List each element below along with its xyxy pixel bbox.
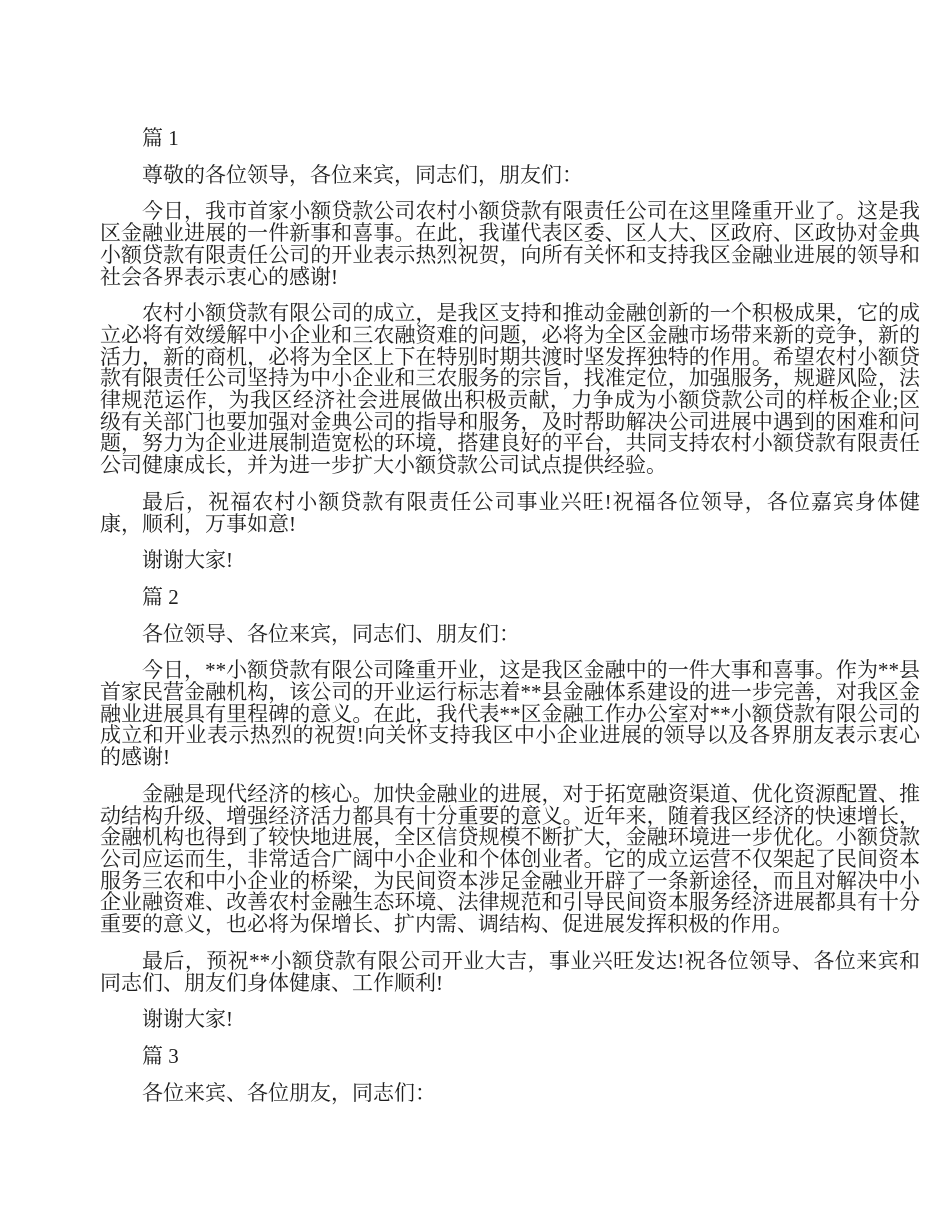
section-2-closing: 谢谢大家! [142,1007,233,1032]
section-2 [100,584,920,1032]
section-2-paragraph-wishes: 最后，预祝**小额贷款有限公司开业大吉，事业兴旺发达!祝各位领导、各位来宾和同志们、朋友们身体健康、工作顺利! [100,948,920,995]
section-1-paragraph-wishes: 最后，祝福农村小额贷款有限责任公司事业兴旺!祝福各位领导，各位嘉宾身体健康，顺利，万事如意! [100,489,920,536]
section-1-closing: 谢谢大家! [142,548,233,573]
section-2-paragraph-body: 金融是现代经济的核心。加快金融业的进展，对于拓宽融资渠道、优化资源配置、推动结构升级、增强经济活力都具有十分重要的意义。近年来，随着我区经济的快速增长，金融机构也得到了较快地进展，全区信贷规模不断扩大，金融环境进一步优化。小额贷款公司应运而生，非常适合广阔中小企业和个体创业者。它的成立运营不仅架起了民间资本服务三农和中小企业的桥梁，为民间资本涉足金融业开辟了一条新途径，而且对解决中小企业融资难、改善农村金融生态环境、法律规范和引导民间资本服务经济进展都具有十分重要的意义，也必将为保增长、扩内需、调结构、促进展发挥积极的作用。 [100,781,920,937]
document-text-body [100,128,920,1104]
section-2-paragraph-opening: 今日，**小额贷款有限公司隆重开业，这是我区金融中的一件大事和喜事。作为**县首家民营金融机构，该公司的开业运行标志着**县金融体系建设的进一步完善，对我区金融业进展具有里程碑的意义。在此，我代表**区金融工作办公室对**小额贷款有限公司的成立和开业表示热烈的祝贺!向关怀支持我区中小企业进展的领导以及各界朋友表示衷心的感谢! [100,658,920,770]
section-3 [100,1043,920,1105]
section-2-heading: 篇 2 [142,584,179,609]
section-3-heading: 篇 3 [142,1043,179,1068]
section-1-heading: 篇 1 [142,126,179,150]
section-1 [100,128,920,572]
section-1-paragraph-opening: 今日，我市首家小额贷款公司农村小额贷款有限责任公司在这里隆重开业了。这是我区金融业进展的一件新事和喜事。在此，我谨代表区委、区人大、区政府、区政协对金典小额贷款有限责任公司的开业表示热烈祝贺，向所有关怀和支持我区金融业进展的领导和社会各界表示衷心的感谢! [100,199,920,289]
section-2-salutation: 各位领导、各位来宾，同志们、朋友们： [142,621,520,646]
section-1-paragraph-body: 农村小额贷款有限公司的成立，是我区支持和推动金融创新的一个积极成果，它的成立必将有效缓解中小企业和三农融资难的问题，必将为全区金融市场带来新的竞争，新的活力，新的商机，必将为全区上下在特别时期共渡时坚发挥独特的作用。希望农村小额贷款有限责任公司坚持为中小企业和三农服务的宗旨，找准定位，加强服务，规避风险，法律规范运作，为我区经济社会进展做出积极贡献，力争成为小额贷款公司的样板企业;区级有关部门也要加强对金典公司的指导和服务，及时帮助解决公司进展中遇到的困难和问题，努力为企业进展制造宽松的环境，搭建良好的平台，共同支持农村小额贷款有限责任公司健康成长，并为进一步扩大小额贷款公司试点提供经验。 [100,301,920,478]
section-1-salutation: 尊敬的各位领导，各位来宾，同志们，朋友们： [142,162,583,187]
section-3-salutation: 各位来宾、各位朋友，同志们： [142,1080,436,1105]
